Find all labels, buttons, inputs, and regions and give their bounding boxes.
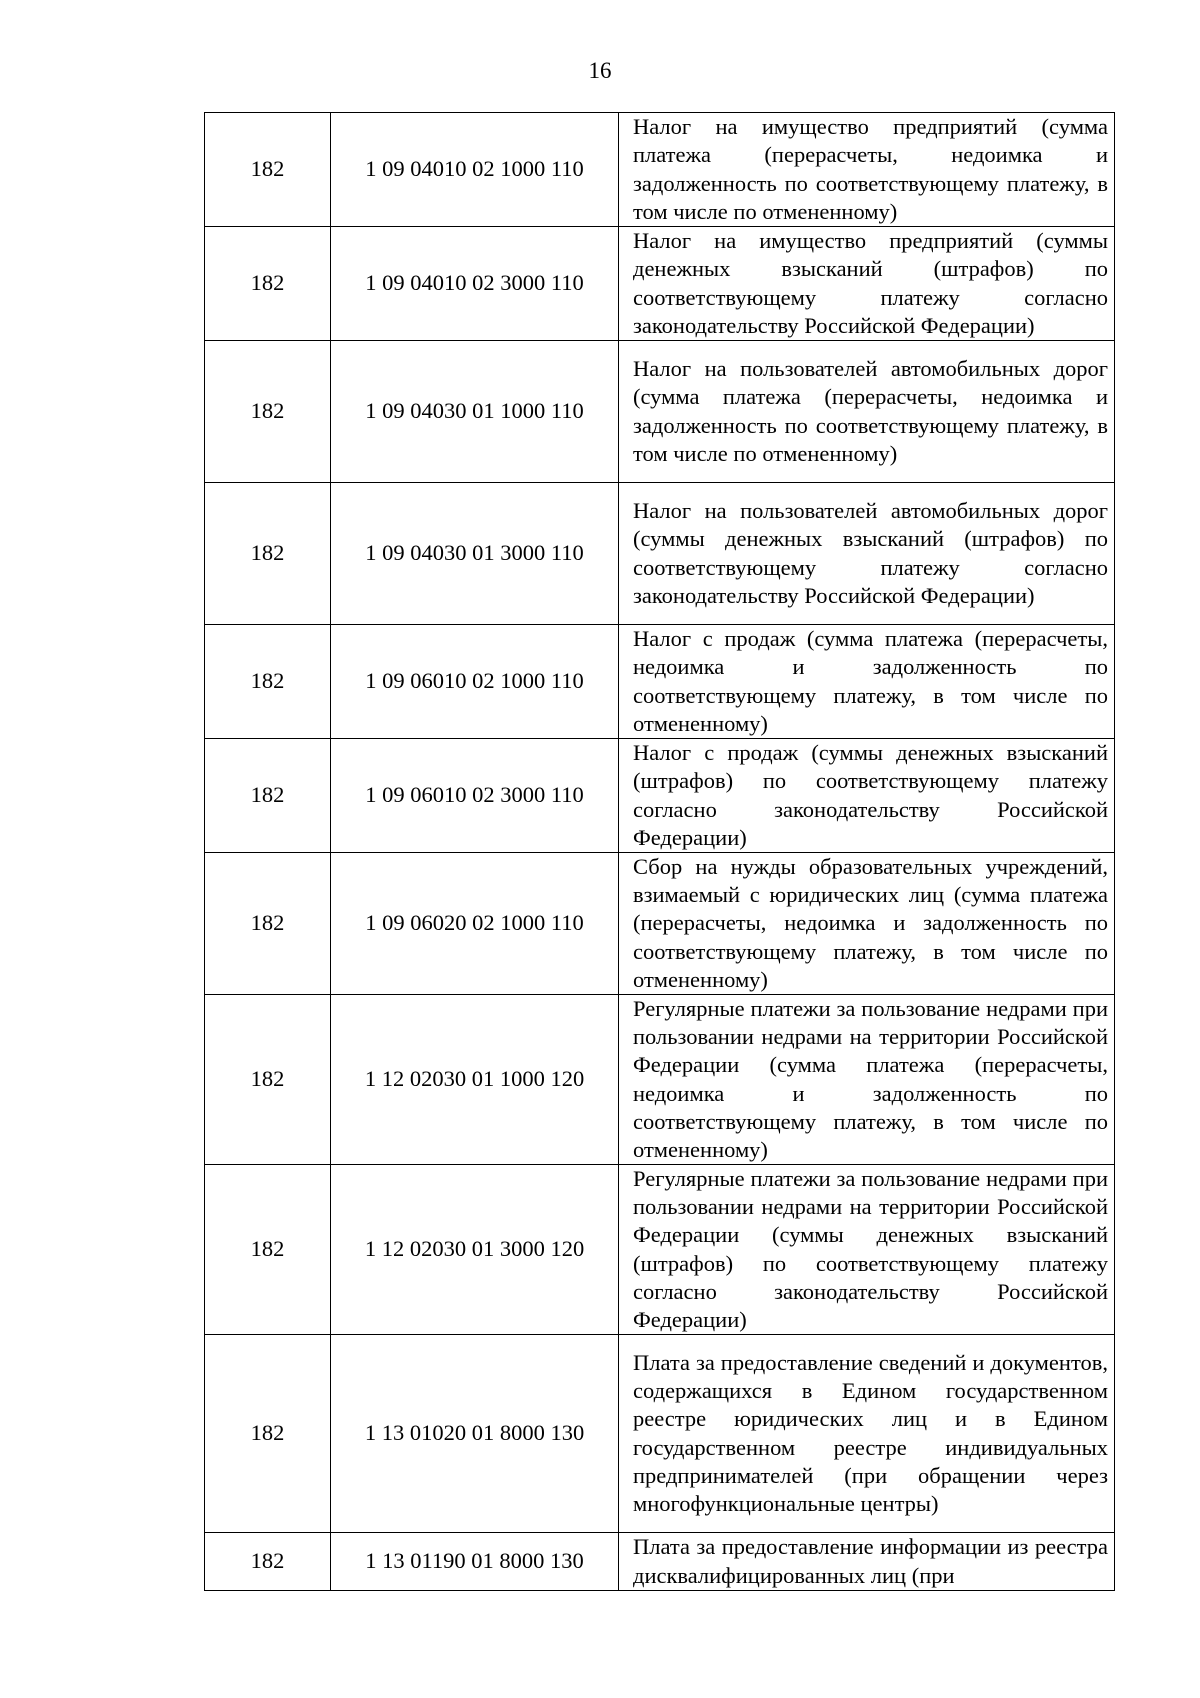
table-row: [205, 113, 1115, 227]
description-cell: Налог на пользователей автомобильных дорог (суммы денежных взысканий (штрафов) по соответствующему платежу согласно законодательству Российской Федерации): [619, 483, 1115, 625]
budget-code-cell: 1 09 06010 02 1000 110: [331, 625, 619, 739]
admin-code-cell: 182: [205, 995, 331, 1165]
page-number: 16: [588, 58, 612, 83]
description-cell: Сбор на нужды образовательных учреждений, взимаемый с юридических лиц (сумма платежа (перерасчеты, недоимка и задолженность по соответствующему платежу, в том числе по отмененному): [619, 853, 1115, 995]
budget-code-cell: 1 09 06020 02 1000 110: [331, 853, 619, 995]
admin-code-cell: 182: [205, 1335, 331, 1533]
admin-code-cell: 182: [205, 1165, 331, 1335]
table-row: [205, 1165, 1115, 1335]
description-cell: Регулярные платежи за пользование недрами при пользовании недрами на территории Российской Федерации (сумма платежа (перерасчеты, недоимка и задолженность по соответствующему платежу, в том числе по отмененному): [619, 995, 1115, 1165]
description-cell: Плата за предоставление информации из реестра дисквалифицированных лиц (при: [619, 1533, 1115, 1591]
table-row: [205, 995, 1115, 1165]
description-cell: Налог с продаж (сумма платежа (перерасчеты, недоимка и задолженность по соответствующему платежу, в том числе по отмененному): [619, 625, 1115, 739]
table-row: [205, 1533, 1115, 1591]
budget-code-cell: 1 13 01020 01 8000 130: [331, 1335, 619, 1533]
budget-code-cell: 1 09 04010 02 1000 110: [331, 113, 619, 227]
budget-code-cell: 1 12 02030 01 3000 120: [331, 1165, 619, 1335]
table-row: [205, 341, 1115, 483]
budget-codes-table: [204, 112, 1115, 1591]
admin-code-cell: 182: [205, 625, 331, 739]
admin-code-cell: 182: [205, 113, 331, 227]
description-cell: Налог с продаж (суммы денежных взысканий (штрафов) по соответствующему платежу согласно законодательству Российской Федерации): [619, 739, 1115, 853]
budget-code-cell: 1 09 04010 02 3000 110: [331, 227, 619, 341]
admin-code-cell: 182: [205, 227, 331, 341]
admin-code-cell: 182: [205, 739, 331, 853]
budget-code-cell: 1 12 02030 01 1000 120: [331, 995, 619, 1165]
admin-code-cell: 182: [205, 1533, 331, 1591]
budget-code-cell: 1 13 01190 01 8000 130: [331, 1533, 619, 1591]
budget-code-cell: 1 09 04030 01 1000 110: [331, 341, 619, 483]
budget-code-cell: 1 09 04030 01 3000 110: [331, 483, 619, 625]
description-cell: Регулярные платежи за пользование недрами при пользовании недрами на территории Российской Федерации (суммы денежных взысканий (штрафов) по соответствующему платежу согласно законодательству Российской Федерации): [619, 1165, 1115, 1335]
budget-code-cell: 1 09 06010 02 3000 110: [331, 739, 619, 853]
description-cell: Плата за предоставление сведений и документов, содержащихся в Едином государственном реестре юридических лиц и в Едином государственном реестре индивидуальных предпринимателей (при обращении через многофункциональные центры): [619, 1335, 1115, 1533]
table-row: [205, 739, 1115, 853]
description-cell: Налог на пользователей автомобильных дорог (сумма платежа (перерасчеты, недоимка и задолженность по соответствующему платежу, в том числе по отмененному): [619, 341, 1115, 483]
table-row: [205, 1335, 1115, 1533]
table-row: [205, 227, 1115, 341]
table-row: [205, 483, 1115, 625]
table-row: [205, 625, 1115, 739]
description-cell: Налог на имущество предприятий (суммы денежных взысканий (штрафов) по соответствующему платежу согласно законодательству Российской Федерации): [619, 227, 1115, 341]
description-cell: Налог на имущество предприятий (сумма платежа (перерасчеты, недоимка и задолженность по соответствующему платежу, в том числе по отмененному): [619, 113, 1115, 227]
admin-code-cell: 182: [205, 341, 331, 483]
admin-code-cell: 182: [205, 483, 331, 625]
admin-code-cell: 182: [205, 853, 331, 995]
table-row: [205, 853, 1115, 995]
